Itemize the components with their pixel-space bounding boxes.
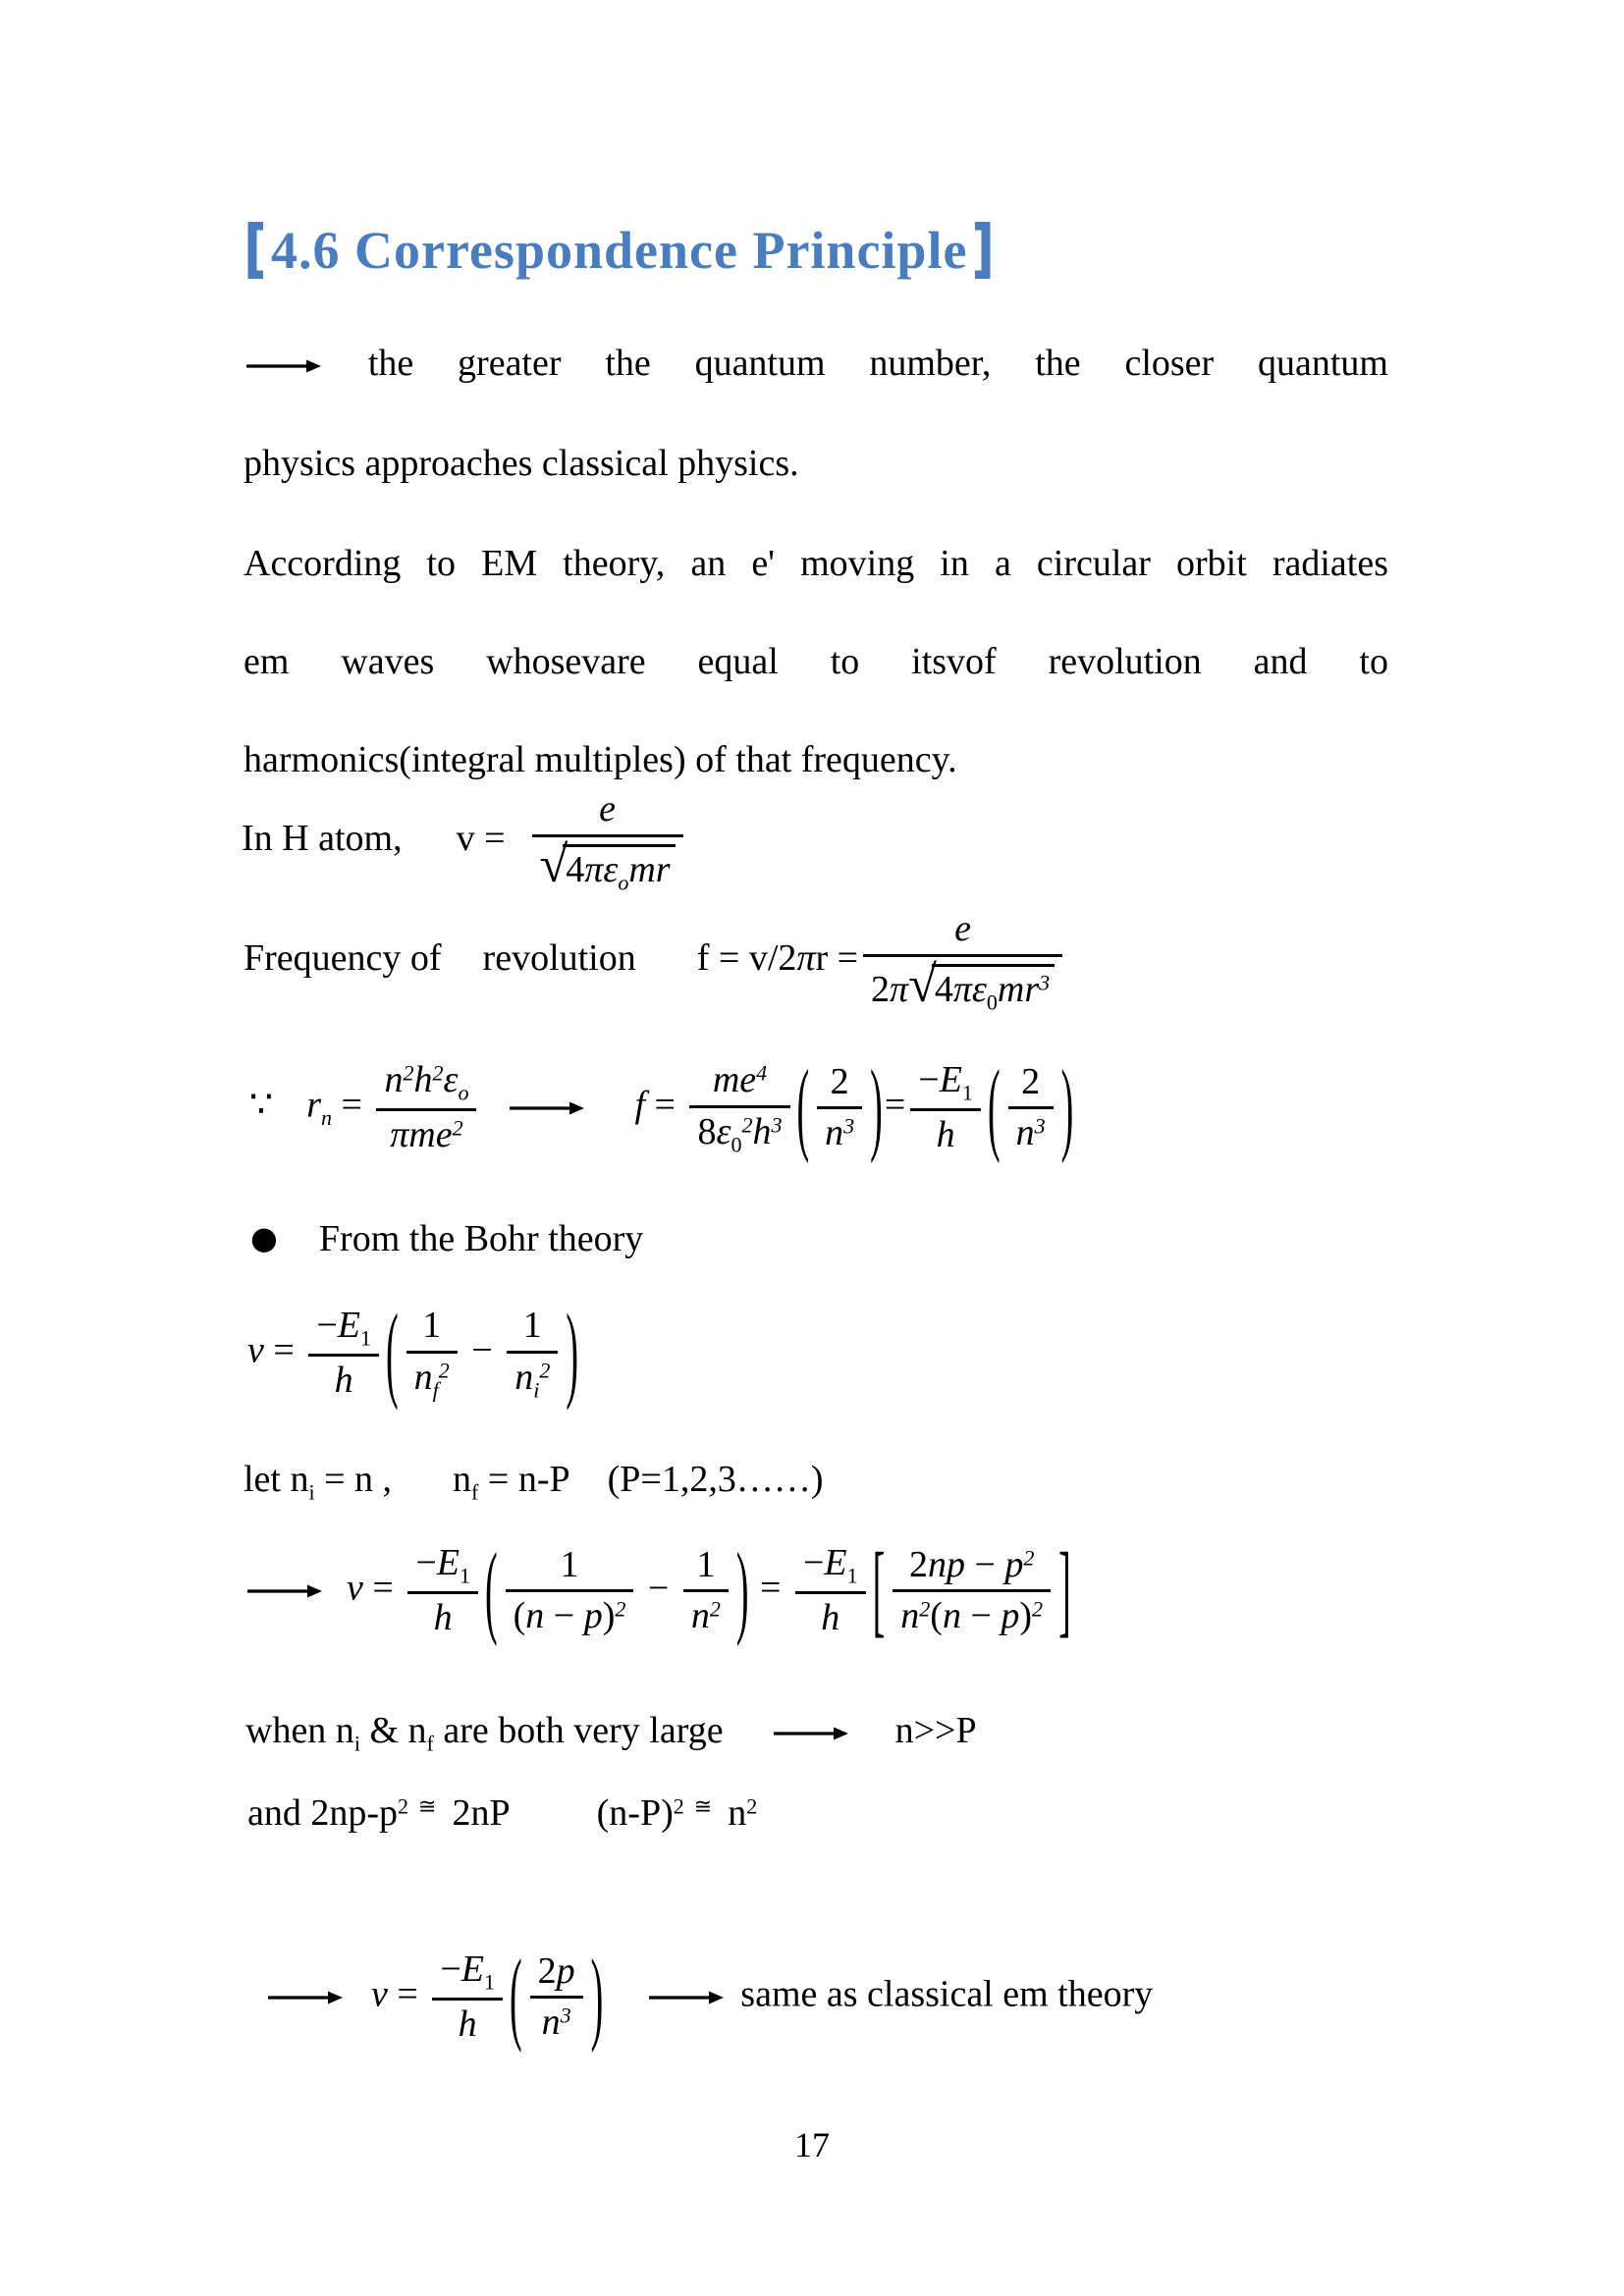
formula-text: are both very large (433, 1710, 724, 1751)
formula-text: & n (359, 1710, 427, 1751)
numerator (506, 1541, 634, 1593)
approximation-line (247, 1790, 757, 1838)
formula-variable: ε (716, 1110, 731, 1152)
formula-text: − (544, 1595, 584, 1637)
lenticular-bracket-right-icon (973, 222, 993, 279)
denominator (532, 837, 683, 898)
radical-sign-icon: √ (908, 955, 937, 1013)
paragraph2-line2 (244, 639, 1388, 686)
square-root (908, 955, 1055, 1014)
close-delimiter: ) (870, 1049, 883, 1166)
superscript: ≅ (418, 1793, 437, 1819)
paragraph2-text2: em waves whosevare equal to itsvof revolution and to (244, 641, 1388, 682)
formula-text: n>>P (894, 1710, 977, 1751)
denominator (863, 957, 1062, 1018)
formula-variable: E (436, 1542, 460, 1583)
open-delimiter: ( (509, 1939, 522, 2056)
formula-text: 2 (871, 968, 891, 1010)
fence-body (885, 1541, 1058, 1641)
subscript: f (432, 1376, 439, 1402)
numerator (893, 1541, 1051, 1593)
formula-variable: h (821, 1596, 840, 1638)
spacer (570, 1490, 608, 1491)
paragraph2-text1: According to EM theory, an e' moving in a circular orbit radiates (244, 543, 1388, 584)
formula-variable: E (824, 1542, 847, 1583)
denominator (432, 2001, 503, 2050)
formula-text: = (750, 1567, 790, 1609)
paragraph1-text2: physics approaches classical physics. (244, 443, 799, 484)
denominator (530, 1999, 583, 2048)
formula-text: 4 (566, 848, 585, 890)
formula-variable: h (334, 1359, 353, 1401)
fenced-group (385, 1294, 579, 1414)
fraction (817, 1058, 862, 1158)
formula-variable: πme (390, 1113, 453, 1155)
formula-text: = n-P (478, 1459, 570, 1500)
formula-variable: e (599, 788, 616, 829)
formula-text: − (461, 1329, 503, 1371)
formula-text: f = v/2 (696, 936, 797, 979)
formula-variable: n (1015, 1112, 1035, 1154)
denominator (689, 1108, 789, 1160)
formula-text: and 2np-p (247, 1792, 399, 1834)
formula-text: revolution (482, 936, 636, 979)
formula-variable: me (712, 1059, 757, 1100)
formula-variable: r (306, 1084, 321, 1126)
right-arrow-icon (246, 1583, 323, 1599)
denominator (506, 1592, 634, 1641)
subscript: i (533, 1376, 540, 1402)
spacer (712, 1824, 728, 1825)
formula-variable: n (525, 1595, 545, 1637)
formula-variable: π (796, 936, 816, 979)
formula-variable: p (583, 1595, 603, 1637)
fence-body (809, 1058, 870, 1158)
right-arrow-icon (509, 1100, 585, 1116)
numerator (1008, 1058, 1054, 1110)
fence-body (522, 1948, 591, 2048)
formula-variable: ν (247, 1329, 264, 1371)
formula-variable: mr (997, 968, 1040, 1010)
spacer (403, 849, 457, 850)
formula-text: r = (815, 936, 859, 979)
formula-orbital-velocity (242, 785, 688, 897)
close-delimiter: ) (590, 1939, 604, 2056)
formula-variable: n (900, 1595, 920, 1637)
radical-sign-icon: √ (539, 835, 568, 893)
formula-text: when n (245, 1710, 354, 1751)
fraction (689, 1056, 789, 1159)
subscript: 1 (961, 1080, 973, 1105)
formula-variable: n (942, 1595, 961, 1637)
formula-text: ) (1019, 1595, 1033, 1637)
fraction (507, 1302, 558, 1405)
superscript: ≅ (693, 1793, 713, 1819)
formula-variable: E (337, 1305, 360, 1347)
formula-frequency-of-revolution (244, 905, 1067, 1017)
formula-rn-to-f (249, 1049, 1075, 1166)
right-arrow-icon (245, 358, 322, 374)
close-delimiter: ) (735, 1532, 749, 1649)
formula-variable: πε (952, 968, 987, 1010)
radicand (563, 844, 675, 896)
square-root (539, 835, 676, 894)
spacer (724, 1741, 771, 1742)
formula-text: 1 (522, 1305, 542, 1346)
superscript: 3 (1039, 970, 1051, 995)
formula-text: 4 (934, 968, 953, 1010)
formula-text: = (884, 1084, 906, 1126)
bullet-icon: ● (250, 1219, 278, 1256)
open-delimiter: ( (796, 1049, 810, 1166)
spacer (392, 1490, 453, 1491)
superscript: 2 (438, 1358, 450, 1383)
subscript: i (308, 1479, 315, 1505)
formula-variable: E (939, 1059, 962, 1100)
formula-text: v = (456, 817, 506, 859)
paragraph2-line1 (244, 541, 1388, 588)
formula-variable: n (541, 2002, 561, 2044)
formula-text: = (645, 1084, 685, 1126)
spacer (851, 1741, 895, 1742)
denominator (910, 1111, 981, 1160)
spacer (481, 1115, 507, 1116)
spacer (273, 1115, 306, 1116)
superscript: 2 (432, 1060, 444, 1086)
superscript: 3 (771, 1112, 783, 1138)
superscript: 2 (741, 1112, 753, 1138)
right-arrow-icon (773, 1726, 849, 1741)
formula-variable: ν (371, 1973, 388, 2015)
fenced-group (796, 1049, 883, 1166)
paragraph1-text: the greater the quantum number, the closer quantum (367, 343, 1388, 384)
superscript: 2 (1023, 1545, 1035, 1571)
formula-text: 1 (422, 1305, 442, 1346)
formula-text: 2 (908, 1543, 928, 1585)
superscript: 3 (560, 2002, 571, 2028)
formula-text: ( (930, 1595, 943, 1637)
close-delimiter: ) (1060, 1049, 1074, 1166)
numerator (683, 1541, 729, 1593)
fenced-group (484, 1532, 749, 1649)
formula-text: let n (244, 1459, 309, 1500)
denominator (406, 1354, 458, 1406)
section-title-text: 4.6 Correspondence Principle (271, 221, 968, 280)
formula-text: ) (602, 1595, 616, 1637)
open-delimiter: ( (987, 1049, 1001, 1166)
formula-text: 8 (697, 1110, 717, 1152)
fence-body (1001, 1058, 1061, 1158)
formula-variable: e (954, 908, 972, 949)
formula-variable: h (458, 2002, 477, 2045)
formula-text: = (387, 1973, 428, 2015)
formula-variable: np (927, 1543, 965, 1585)
formula-text: n (453, 1459, 472, 1500)
spacer (506, 849, 527, 850)
fraction (683, 1541, 729, 1641)
formula-variable: mr (628, 848, 671, 890)
subscript: 1 (459, 1563, 470, 1588)
subscript: o (618, 869, 629, 894)
formula-variable: π (890, 968, 909, 1010)
numerator (376, 1056, 476, 1111)
formula-variable: p (1004, 1543, 1024, 1585)
denominator (308, 1357, 379, 1406)
spacer (408, 1824, 418, 1825)
numerator (308, 1302, 379, 1357)
spacer (605, 2004, 646, 2005)
page-number: 17 (794, 2125, 830, 2164)
formula-text: 2nP (452, 1792, 511, 1834)
formula-text: − (638, 1567, 678, 1609)
subscript: 0 (986, 988, 998, 1014)
formula-text: 1 (560, 1543, 579, 1585)
subscript: i (353, 1731, 360, 1756)
close-delimiter: ) (566, 1294, 579, 1414)
fraction (432, 1946, 503, 2049)
formula-classical-limit (265, 1939, 1154, 2056)
open-delimiter: ( (385, 1294, 399, 1414)
fraction (795, 1539, 866, 1642)
subscript: 1 (483, 1969, 495, 1995)
subscript: 1 (846, 1563, 858, 1588)
formula-variable: f (634, 1084, 646, 1126)
formula-variable: n (825, 1112, 844, 1154)
spacer (587, 1115, 634, 1116)
formula-text: − (918, 1059, 940, 1100)
radicand (932, 964, 1055, 1016)
paragraph1-line2 (244, 441, 799, 488)
formula-text: − (964, 1543, 1005, 1585)
denominator (507, 1354, 558, 1406)
spacer (636, 969, 697, 970)
numerator (689, 1056, 789, 1108)
formula-text: − (415, 1542, 437, 1583)
fraction (893, 1541, 1051, 1641)
formula-text: 2 (1021, 1060, 1041, 1102)
paragraph2-line3 (244, 737, 957, 784)
spacer (727, 2004, 740, 2005)
superscript: 3 (843, 1113, 855, 1139)
superscript: 2 (452, 1115, 463, 1141)
formula-text: 2 (537, 1949, 557, 1992)
formula-text: − (960, 1595, 1001, 1637)
formula-text: − (316, 1305, 338, 1347)
formula-text: 2 (830, 1060, 849, 1102)
open-delimiter: [ (872, 1532, 886, 1649)
subscript: f (426, 1731, 434, 1756)
bullet-text: From the Bohr theory (318, 1218, 644, 1259)
spacer (684, 1824, 694, 1825)
superscript: 2 (919, 1596, 931, 1622)
formula-variable: ε (443, 1059, 459, 1100)
formula-variable: h (752, 1110, 772, 1152)
denominator (376, 1111, 476, 1160)
denominator (407, 1594, 478, 1643)
superscript: 2 (673, 1793, 684, 1819)
superscript: 4 (756, 1060, 768, 1086)
let-substitution-line (244, 1457, 823, 1506)
superscript: 2 (615, 1596, 626, 1622)
formula-variable: ν (347, 1567, 363, 1609)
fenced-group (872, 1532, 1071, 1649)
numerator (407, 1539, 478, 1594)
formula-text: = n , (314, 1459, 393, 1500)
fraction (376, 1056, 476, 1159)
superscript: 2 (709, 1596, 721, 1622)
fraction (406, 1302, 458, 1405)
superscript: 2 (1032, 1596, 1044, 1622)
formula-text: Frequency of (244, 936, 442, 979)
formula-text: 1 (696, 1543, 716, 1585)
large-n-condition-line (245, 1708, 977, 1757)
formula-variable: n (413, 1356, 433, 1398)
fraction (530, 1948, 583, 2048)
numerator (530, 1948, 583, 2000)
numerator (863, 905, 1062, 957)
subscript: 0 (731, 1131, 742, 1156)
right-arrow-icon (267, 1990, 344, 2005)
formula-text: = (362, 1567, 404, 1609)
formula-variable: p (556, 1949, 575, 1992)
spacer (325, 1598, 347, 1599)
fraction (407, 1539, 478, 1642)
section-title (245, 220, 993, 281)
formula-text: ∵ (249, 1084, 274, 1126)
formula-variable: n (690, 1595, 710, 1637)
superscript: 2 (746, 1793, 758, 1819)
formula-text: In H atom, (242, 817, 403, 859)
subscript: f (471, 1479, 479, 1505)
formula-variable: πε (584, 848, 619, 890)
formula-variable: n (514, 1356, 534, 1398)
fraction (506, 1541, 634, 1641)
spacer (442, 969, 483, 970)
numerator (910, 1056, 981, 1111)
formula-text: (n-P) (596, 1792, 674, 1834)
numerator (817, 1058, 862, 1110)
denominator (817, 1109, 862, 1158)
formula-bohr-frequency (247, 1294, 580, 1414)
formula-text: same as classical em theory (740, 1973, 1154, 2015)
bullet-line (250, 1217, 643, 1260)
formula-variable: h (413, 1059, 433, 1100)
fenced-group (509, 1939, 604, 2056)
denominator (893, 1592, 1051, 1641)
denominator (683, 1592, 729, 1641)
superscript: 2 (403, 1060, 414, 1086)
fraction (910, 1056, 981, 1159)
superscript: 2 (398, 1793, 409, 1819)
paragraph1-line1 (244, 341, 1388, 388)
spacer (437, 1824, 453, 1825)
formula-variable: E (460, 1949, 484, 1990)
superscript: 2 (539, 1358, 551, 1383)
numerator (406, 1302, 458, 1354)
subscript: n (320, 1104, 332, 1130)
fraction (863, 905, 1062, 1017)
subscript: 1 (359, 1325, 371, 1351)
subscript: o (458, 1080, 469, 1105)
formula-nu-expanded (244, 1532, 1073, 1649)
paragraph2-text3: harmonics(integral multiples) of that frequency. (244, 739, 957, 780)
open-delimiter: ( (484, 1532, 498, 1649)
denominator (1008, 1109, 1054, 1158)
fenced-group (987, 1049, 1074, 1166)
formula-text: n (728, 1792, 747, 1834)
spacer (511, 1824, 597, 1825)
formula-text: − (440, 1949, 461, 1990)
formula-text: − (802, 1542, 825, 1583)
fence-body (498, 1541, 736, 1641)
spacer (346, 2004, 371, 2005)
fraction (308, 1302, 379, 1405)
formula-variable: h (433, 1596, 453, 1638)
fraction (532, 785, 683, 897)
numerator (795, 1539, 866, 1594)
fence-body (399, 1302, 567, 1405)
right-arrow-icon (648, 1990, 725, 2005)
lenticular-bracket-left-icon (245, 222, 265, 279)
formula-text: = (332, 1084, 372, 1126)
formula-variable: n (384, 1059, 404, 1100)
numerator (432, 1946, 503, 2001)
formula-variable: p (1001, 1595, 1020, 1637)
formula-variable: h (936, 1113, 955, 1155)
numerator (507, 1302, 558, 1354)
close-delimiter: ] (1058, 1532, 1071, 1649)
superscript: 3 (1034, 1113, 1046, 1139)
numerator (532, 785, 683, 837)
denominator (795, 1594, 866, 1643)
fraction (1008, 1058, 1054, 1158)
formula-text: (P=1,2,3……) (607, 1459, 824, 1500)
formula-text: ( (513, 1595, 526, 1637)
formula-text: = (263, 1329, 304, 1371)
